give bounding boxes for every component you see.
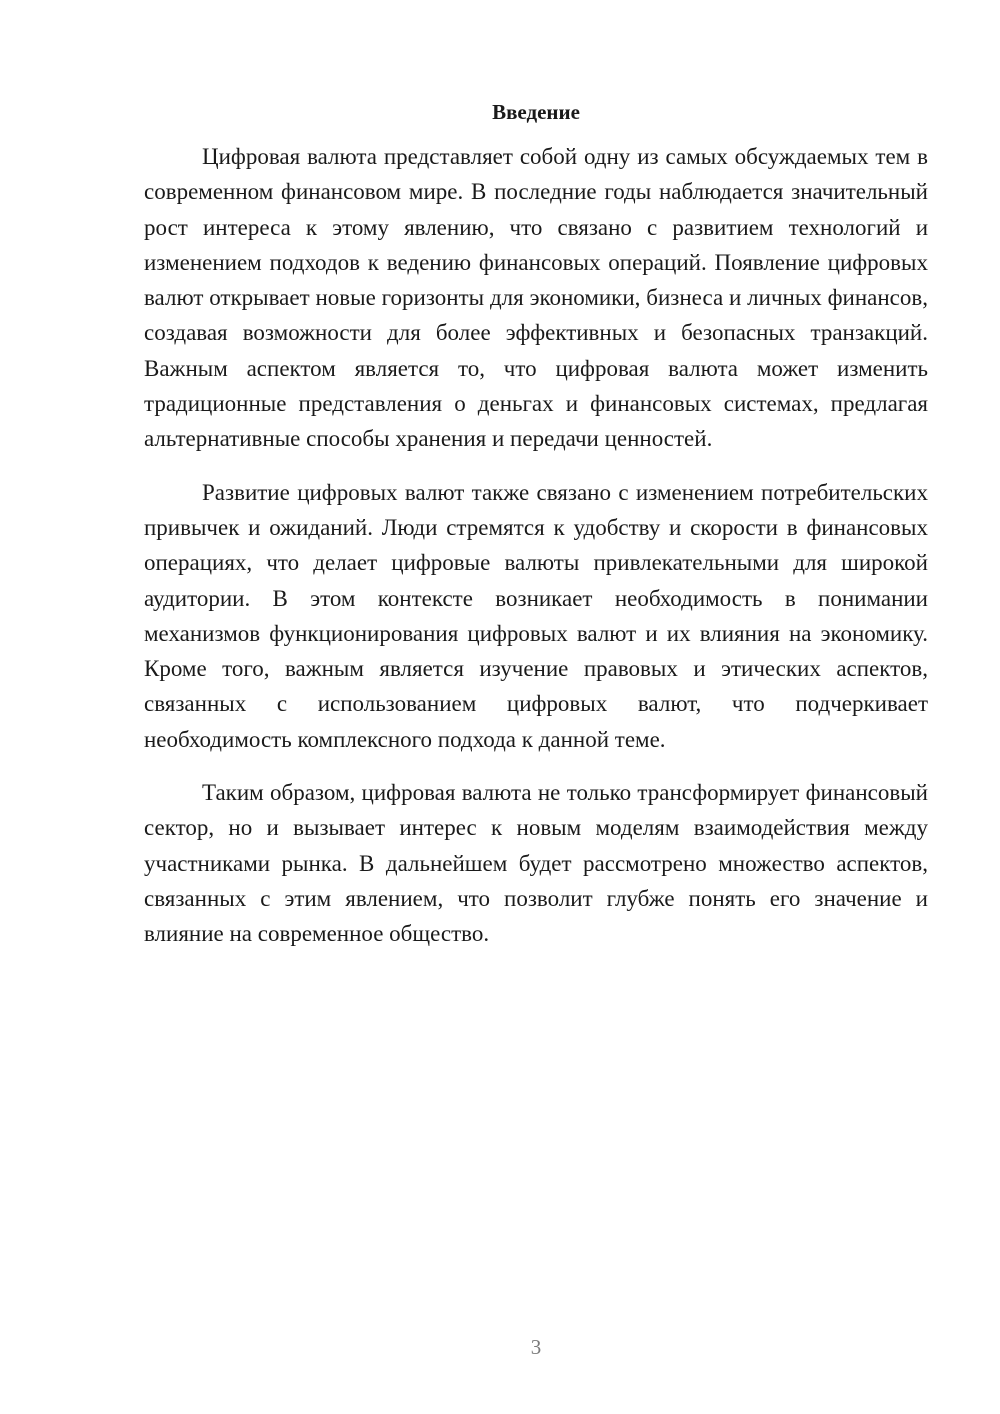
paragraph-3: Таким образом, цифровая валюта не только трансформирует финансовый сектор, но и вызывает интерес к новым моделям взаимодействия между участниками рынка. В дальнейшем будет рассмотрено множество аспектов, связанных с этим явлением, что позволит глубже понять его значение и влияние на современное общество. — [144, 780, 928, 947]
section-title: Введение — [492, 100, 580, 124]
paragraph-2: Развитие цифровых валют также связано с изменением потребительских привычек и ожиданий. Люди стремятся к удобству и скорости в финансовых операциях, что делает цифровые валюты привлекательными для широкой аудитории. В этом контексте возникает необходимость в понимании механизмов функционирования цифровых валют и их влияния на экономику. Кроме того, важным является изучение правовых и этических аспектов, связанных с использованием цифровых валют, что подчеркивает необходимость комплексного подхода к данной теме. — [144, 479, 928, 752]
page-content — [144, 97, 928, 952]
paragraph-1: Цифровая валюта представляет собой одну из самых обсуждаемых тем в современном финансовом мире. В последние годы наблюдается значительный рост интереса к этому явлению, что связано с развитием технологий и изменением подходов к ведению финансовых операций. Появление цифровых валют открывает новые горизонты для экономики, бизнеса и личных финансов, создавая возможности для более эффективных и безопасных транзакций. Важным аспектом является то, что цифровая валюта может изменить традиционные представления о деньгах и финансовых системах, предлагая альтернативные способы хранения и передачи ценностей. — [144, 144, 928, 452]
page-number: 3 — [530, 1335, 542, 1359]
